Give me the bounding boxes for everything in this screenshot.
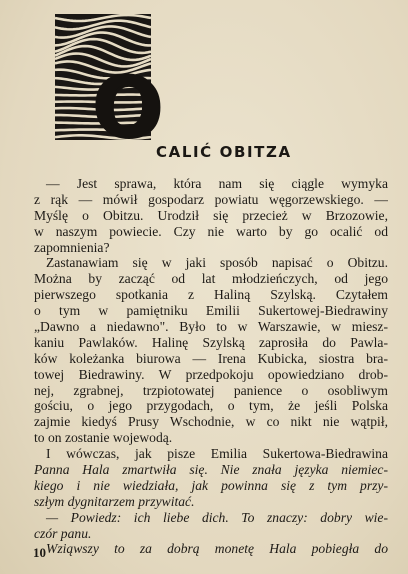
- text-line: w naszym powiecie. Czy nie warto by go ocalić od: [34, 223, 388, 239]
- text-line: kaniu Pawlaków. Halinę Szylską zaprosiła do Pawla-: [34, 334, 388, 350]
- text-line: zapomnienia?: [34, 239, 110, 255]
- text-line: czór panu.: [34, 525, 92, 541]
- text-line: — Jest sprawa, która nam się ciągle wymyka: [46, 176, 388, 191]
- text-line: „Dawno a niedawno". Było to w Warszawie, w miesz-: [34, 319, 388, 335]
- text-line: nej, zgrabnej, trzpiotowatej panience o osobliwym: [34, 382, 388, 398]
- text-line: Zastanawiam się w jaki sposób napisać o Obitzu.: [46, 255, 388, 271]
- body-text: [34, 176, 388, 557]
- text-line: towej Biedrawiny. W przedpokoju opowiedziano drob-: [34, 366, 388, 382]
- text-line: z rąk — mówił gospodarz powiatu węgorzewskiego. —: [34, 191, 388, 207]
- drop-cap-initial: O: [91, 58, 163, 156]
- text-line: — Powiedz: ich liebe dich. To znaczy: dobry wie-: [46, 509, 388, 525]
- text-line: szłym dygnitarzem przywitać.: [34, 493, 195, 509]
- text-line: I wówczas, jak pisze Emilia Sukertowa-Biedrawina: [46, 446, 388, 462]
- text-line: to on zostanie wojewodą.: [34, 430, 173, 446]
- text-line: Panna Hala zmartwiła się. Nie znała języka niemiec-: [34, 462, 388, 478]
- text-line: gościu, o jego przygodach, o tym, że jeśli Polska: [34, 398, 388, 414]
- text-line: zajmie kiedyś Prusy Wschodnie, w co nikt nie wątpił,: [34, 414, 388, 430]
- text-line: ków koleżanka biurowa — Irena Kubicka, siostra bra-: [34, 350, 388, 366]
- text-line: Myślę o Obitzu. Urodził się przecież w Brzozowie,: [34, 207, 388, 223]
- text-line: pierwszego spotkania z Haliną Szylską. Czytałem: [34, 287, 388, 303]
- text-line: o tym w pamiętniku Emilii Sukertowej-Biedrawiny: [34, 303, 388, 319]
- page-number: 10: [33, 545, 46, 560]
- text-line: Można by zacząć od lat młodzieńczych, od jego: [34, 271, 388, 287]
- text-line: Wziąwszy to za dobrą monetę Hala pobiegła do: [46, 541, 388, 557]
- chapter-title: CALIĆ OBITZA: [156, 143, 292, 161]
- text-line: kiego i nie wiedziała, jak powinna się z tym przy-: [34, 477, 388, 493]
